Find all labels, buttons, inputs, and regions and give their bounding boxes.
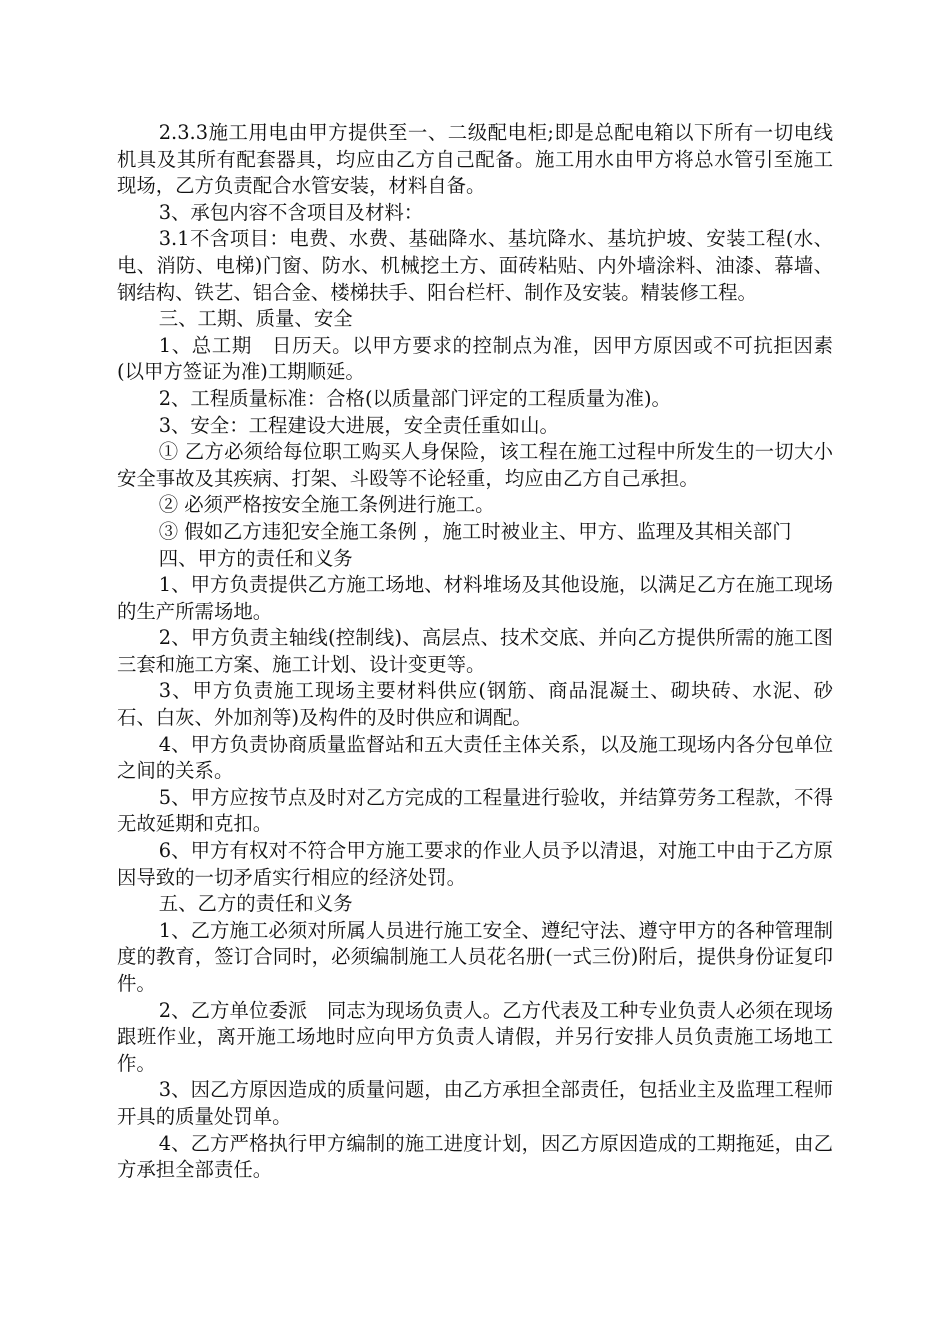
paragraph: 4、乙方严格执行甲方编制的施工进度计划，因乙方原因造成的工期拖延，由乙方承担全部责任。 bbox=[117, 1131, 833, 1182]
paragraph: 2、乙方单位委派 同志为现场负责人。乙方代表及工种专业负责人必须在现场跟班作业，离开施工场地时应向甲方负责人请假，并另行安排人员负责施工场地工作。 bbox=[117, 998, 833, 1075]
paragraph: 1、甲方负责提供乙方施工场地、材料堆场及其他设施，以满足乙方在施工现场的生产所需场地。 bbox=[117, 573, 833, 623]
paragraph: ① 乙方必须给每位职工购买人身保险，该工程在施工过程中所发生的一切大小安全事故及其疾病、打架、斗殴等不论轻重，均应由乙方自己承担。 bbox=[117, 440, 833, 490]
document-body bbox=[117, 120, 833, 1184]
paragraph: 3、安全：工程建设大进展，安全责任重如山。 bbox=[158, 413, 559, 437]
section-heading: 五、乙方的责任和义务 bbox=[158, 892, 353, 916]
section-heading: 三、工期、质量、安全 bbox=[158, 307, 353, 331]
paragraph: 5、甲方应按节点及时对乙方完成的工程量进行验收，并结算劳务工程款，不得无故延期和克扣。 bbox=[117, 785, 833, 836]
paragraph: 2.3.3施工用电由甲方提供至一、二级配电柜;即是总配电箱以下所有一切电线机具及其所有配套器具，均应由乙方自己配备。施工用水由甲方将总水管引至施工现场，乙方负责配合水管安装，材料自备。 bbox=[117, 121, 833, 198]
paragraph: ② 必须严格按安全施工条例进行施工。 bbox=[158, 493, 495, 517]
paragraph: 4、甲方负责协商质量监督站和五大责任主体关系，以及施工现场内各分包单位之间的关系。 bbox=[117, 732, 833, 783]
paragraph: 3、承包内容不含项目及材料： bbox=[158, 200, 424, 224]
paragraph: 3、甲方负责施工现场主要材料供应(钢筋、商品混凝土、砌块砖、水泥、砂石、白灰、外加剂等)及构件的及时供应和调配。 bbox=[117, 679, 833, 730]
paragraph: 3.1不含项目：电费、水费、基础降水、基坑降水、基坑护坡、安装工程(水、电、消防、电梯)门窗、防水、机械挖土方、面砖粘贴、内外墙涂料、油漆、幕墙、钢结构、铁艺、铝合金、楼梯扶手、阳台栏杆、制作及安装。精装修工程。 bbox=[117, 227, 833, 304]
paragraph: 2、工程质量标准：合格(以质量部门评定的工程质量为准)。 bbox=[158, 386, 671, 410]
paragraph: ③ 假如乙方违犯安全施工条例 ，施工时被业主、甲方、监理及其相关部门 bbox=[158, 519, 792, 543]
section-heading: 四、甲方的责任和义务 bbox=[158, 546, 353, 570]
paragraph: 3、因乙方原因造成的质量问题，由乙方承担全部责任，包括业主及监理工程师开具的质量处罚单。 bbox=[117, 1078, 833, 1128]
paragraph: 1、乙方施工必须对所属人员进行施工安全、遵纪守法、遵守甲方的各种管理制度的教育，签订合同时，必须编制施工人员花名册(一式三份)附后，提供身份证复印件。 bbox=[117, 918, 833, 995]
paragraph: 2、甲方负责主轴线(控制线)、高层点、技术交底、并向乙方提供所需的施工图三套和施工方案、施工计划、设计变更等。 bbox=[117, 626, 833, 676]
paragraph: 6、甲方有权对不符合甲方施工要求的作业人员予以清退，对施工中由于乙方原因导致的一切矛盾实行相应的经济处罚。 bbox=[117, 839, 833, 889]
paragraph: 1、总工期 日历天。以甲方要求的控制点为准，因甲方原因或不可抗拒因素(以甲方签证为准)工期顺延。 bbox=[117, 333, 833, 384]
